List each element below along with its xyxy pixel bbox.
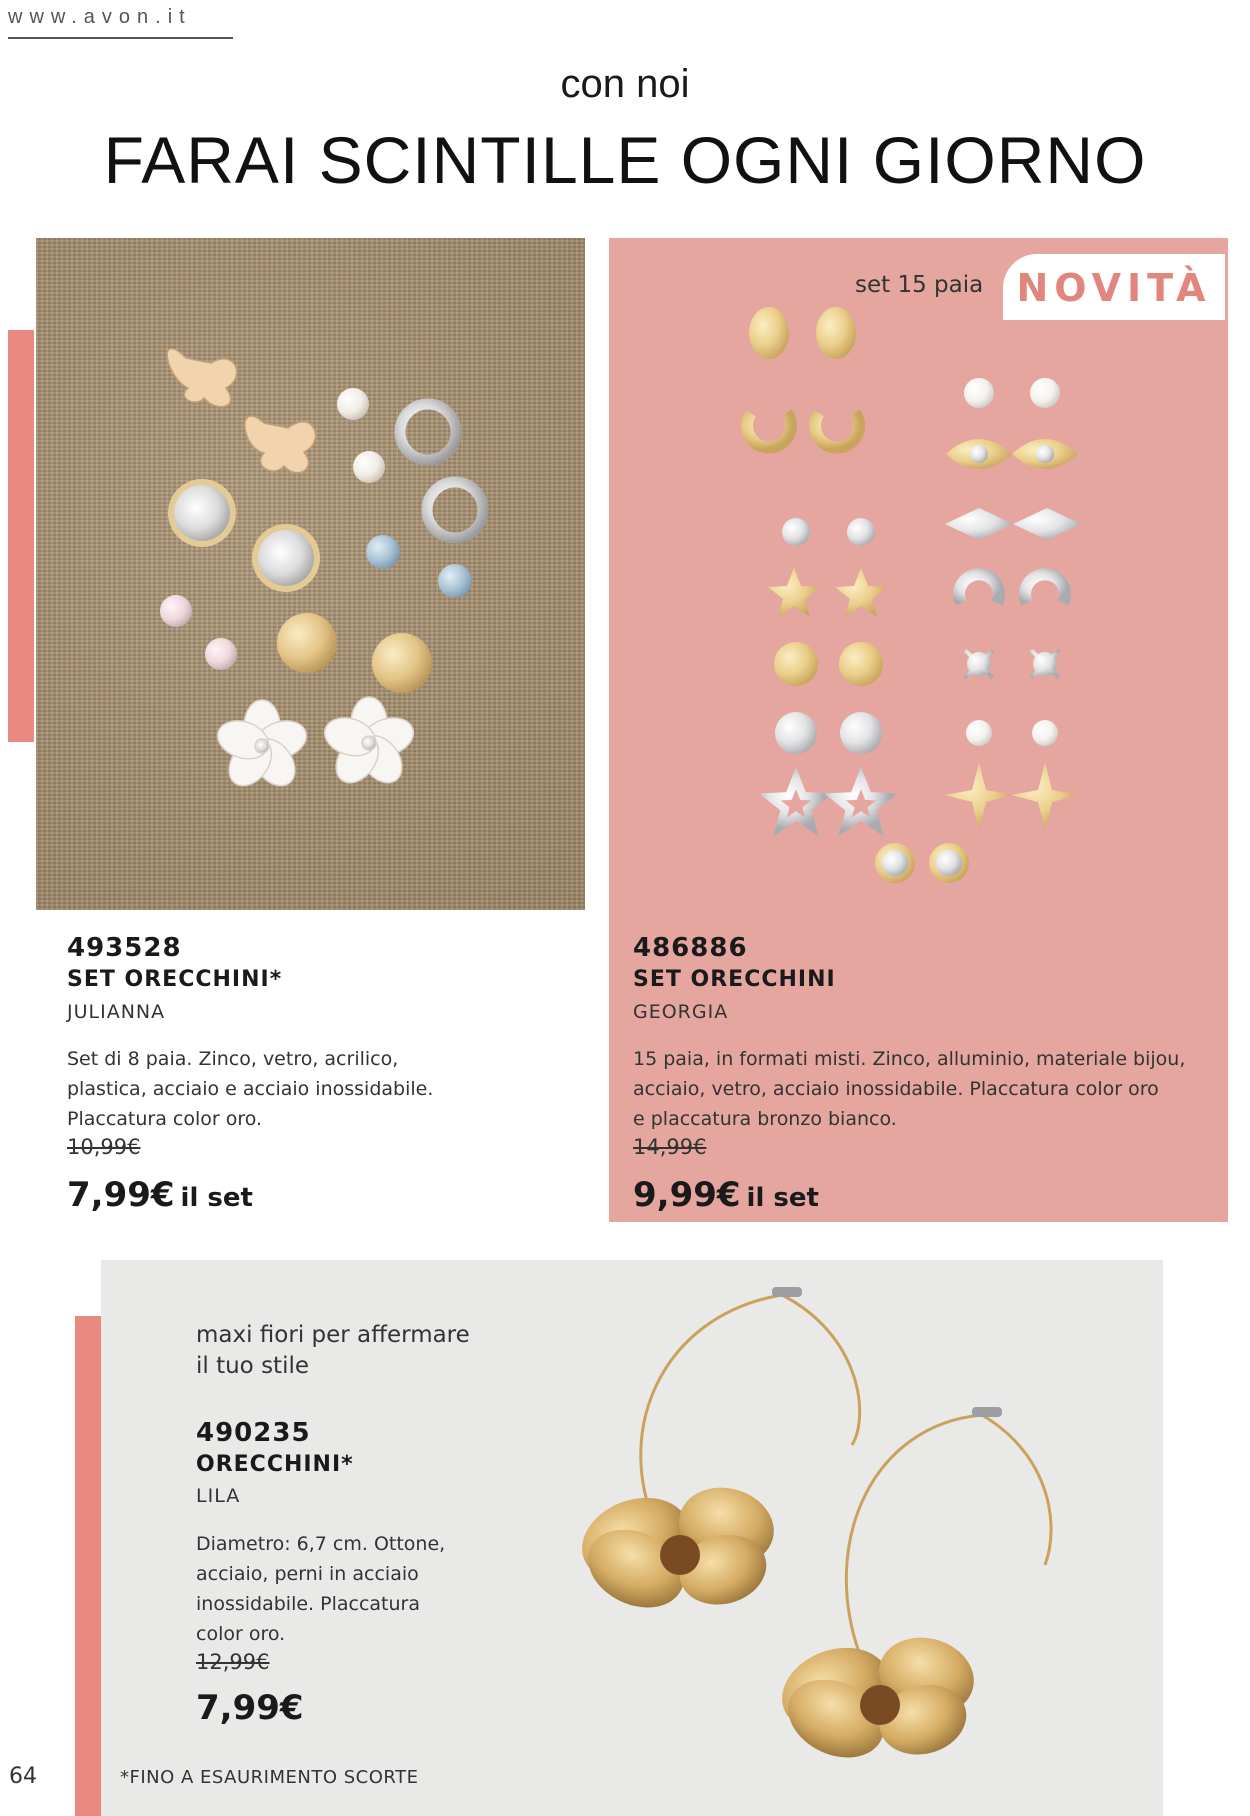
product-photo-julianna <box>36 238 585 910</box>
description-line: Placcatura color oro. <box>67 1108 263 1130</box>
accent-bar-bottom <box>75 1316 101 1816</box>
page-subtitle: con noi <box>560 62 690 106</box>
description-line: inossidabile. Placcatura <box>196 1593 420 1615</box>
eye-earring <box>946 439 1078 469</box>
price-unit: il set <box>180 1183 253 1213</box>
star-earring <box>768 568 887 617</box>
tagline-line: maxi fiori per affermare <box>196 1322 470 1348</box>
product-code-georgia: 486886 <box>633 933 748 963</box>
sun-earring <box>959 644 1065 684</box>
old-price-julianna: 10,99€ <box>67 1135 141 1159</box>
description-line: Set di 8 paia. Zinco, vetro, acrilico, <box>67 1048 399 1070</box>
horn-earring <box>747 413 859 448</box>
flower-earring <box>213 697 419 794</box>
site-url-underline <box>8 37 233 39</box>
description-line: Diametro: 6,7 cm. Ottone, <box>196 1533 446 1555</box>
price-value: 7,99€ <box>67 1175 175 1215</box>
earrings-julianna-illustration <box>36 238 585 910</box>
price-unit: il set <box>746 1183 819 1213</box>
site-url[interactable]: www.avon.it <box>8 6 192 28</box>
product-description-georgia <box>633 1044 1185 1134</box>
product-line-julianna: JULIANNA <box>67 1001 166 1023</box>
description-line: acciaio, perni in acciaio <box>196 1563 419 1585</box>
product-name-julianna: SET ORECCHINI* <box>67 967 283 992</box>
product-line-georgia: GEORGIA <box>633 1001 729 1023</box>
product-code-lila: 490235 <box>196 1418 311 1448</box>
page-title: FARAI SCINTILLE OGNI GIORNO <box>103 123 1147 197</box>
footnote: *FINO A ESAURIMENTO SCORTE <box>120 1767 419 1788</box>
star-outline-earring <box>770 778 887 827</box>
product-name-lila: ORECCHINI* <box>196 1452 354 1477</box>
price-value: 9,99€ <box>633 1175 741 1215</box>
product-line-lila: LILA <box>196 1485 241 1507</box>
earrings-lila-illustration <box>540 1275 1100 1815</box>
price-lila: 7,99€ <box>196 1688 304 1728</box>
description-line: e placcatura bronzo bianco. <box>633 1108 897 1130</box>
tagline-lila <box>196 1320 470 1382</box>
hamsa-earring <box>749 307 856 359</box>
gold-flower <box>770 1627 982 1772</box>
product-code-julianna: 493528 <box>67 933 182 963</box>
description-line: color oro. <box>196 1623 286 1645</box>
old-price-georgia: 14,99€ <box>633 1135 707 1159</box>
page-number: 64 <box>9 1764 37 1789</box>
product-description-julianna <box>67 1044 433 1134</box>
butterfly-earring <box>167 349 315 473</box>
earrings-georgia-illustration <box>609 238 1228 918</box>
accent-bar-left <box>8 330 34 742</box>
novita-badge-label: NOVITÀ <box>1016 266 1212 310</box>
price-julianna <box>67 1175 253 1215</box>
starburst-earring <box>945 763 1079 830</box>
description-line: 15 paia, in formati misti. Zinco, alluminio, materiale bijou, <box>633 1048 1186 1070</box>
moon-earring <box>959 574 1065 603</box>
description-line: acciaio, vetro, acciaio inossidabile. Placcatura color oro <box>633 1078 1159 1100</box>
price-georgia <box>633 1175 819 1215</box>
rhombus-earring <box>945 508 1081 540</box>
old-price-lila: 12,99€ <box>196 1650 270 1674</box>
product-description-lila <box>196 1529 445 1649</box>
tagline-line: il tuo stile <box>196 1353 310 1379</box>
description-line: plastica, acciaio e acciaio inossidabile. <box>67 1078 434 1100</box>
product-name-georgia: SET ORECCHINI <box>633 967 836 992</box>
earring-post-icon <box>972 1407 1002 1417</box>
set-count-label: set 15 paia <box>855 272 984 298</box>
gold-flower <box>570 1477 782 1622</box>
earring-post-icon <box>772 1287 802 1297</box>
